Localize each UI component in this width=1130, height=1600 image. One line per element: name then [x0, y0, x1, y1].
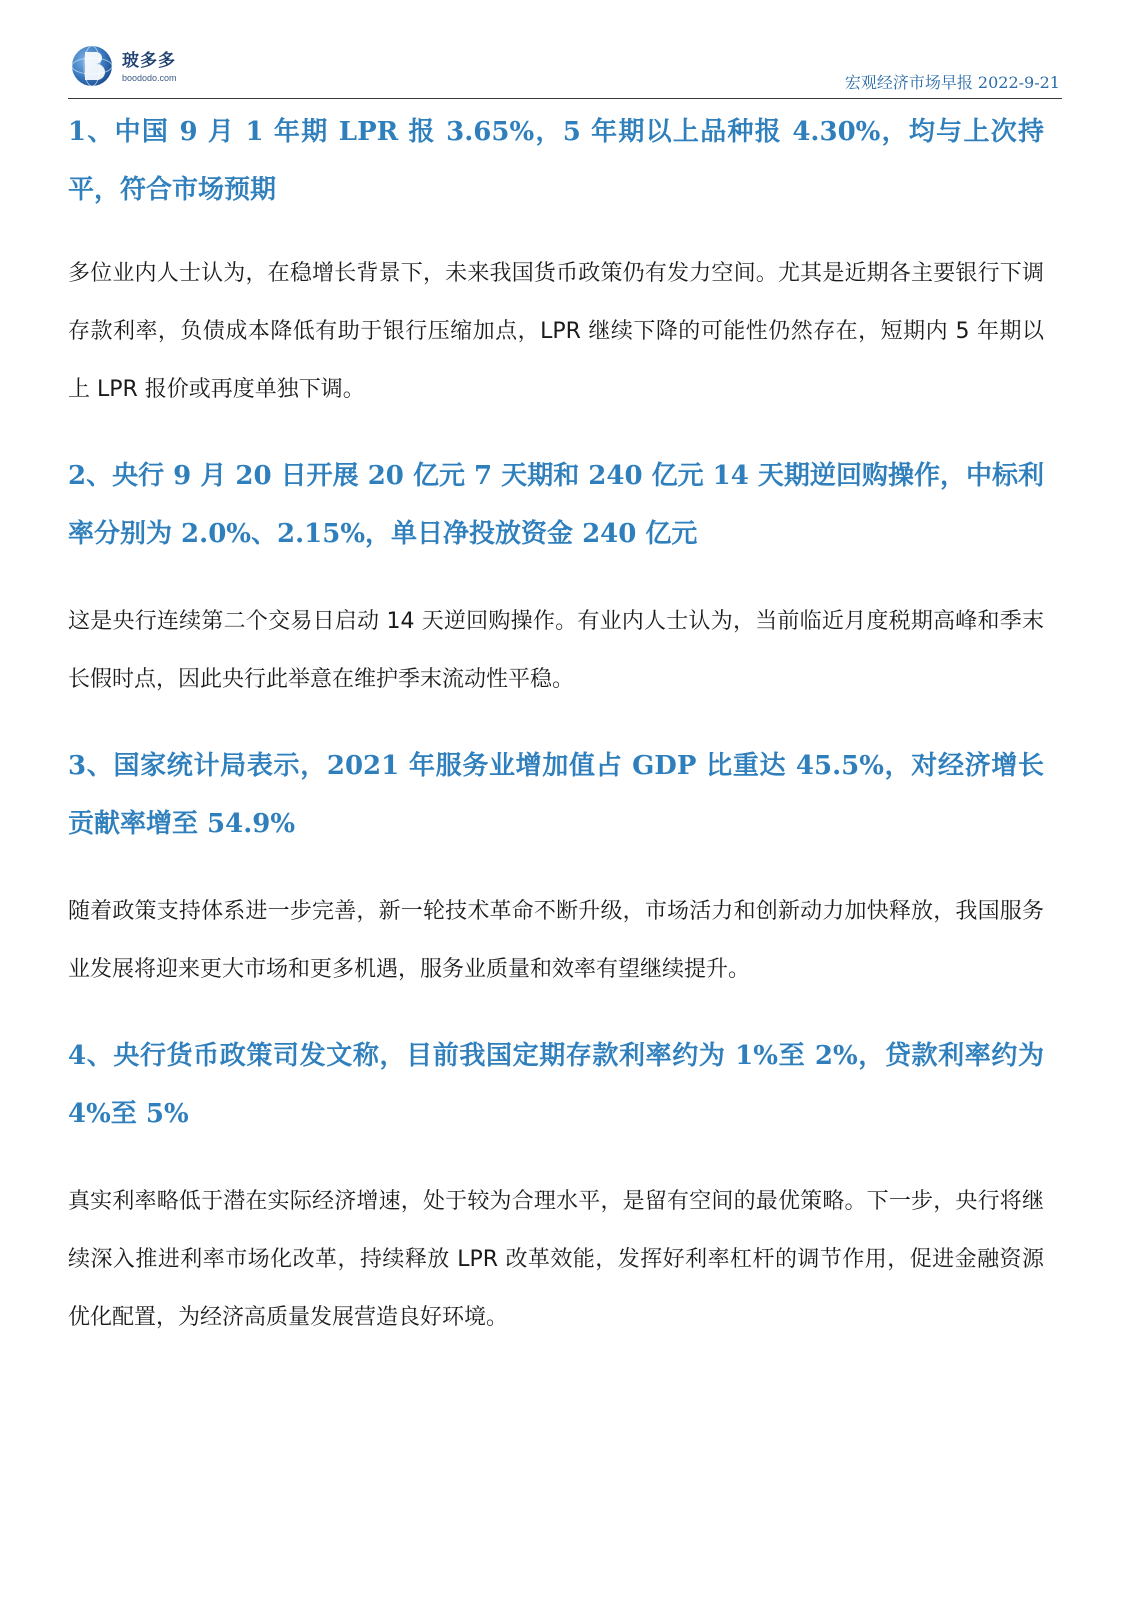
news-headline: 2、央行 9 月 20 日开展 20 亿元 7 天期和 240 亿元 14 天期逆回购操作，中标利率分别为 2.0%、2.15%，单日净投放资金 240 亿元	[68, 461, 1044, 549]
news-section-3	[68, 737, 1044, 999]
logo-name: 玻多多	[122, 51, 176, 71]
boododo-logo-icon	[70, 44, 114, 88]
news-headline: 3、国家统计局表示，2021 年服务业增加值占 GDP 比重达 45.5%，对经济增长贡献率增至 54.9%	[68, 751, 1044, 839]
news-body: 真实利率略低于潜在实际经济增速，处于较为合理水平，是留有空间的最优策略。下一步，央行将继续深入推进利率市场化改革，持续释放 LPR 改革效能，发挥好利率杠杆的调节作用，促进金融资源优化配置，为经济高质量发展营造良好环境。	[68, 1189, 1044, 1330]
page-header	[68, 38, 1062, 99]
news-body: 随着政策支持体系进一步完善，新一轮技术革命不断升级，市场活力和创新动力加快释放，我国服务业发展将迎来更大市场和更多机遇，服务业质量和效率有望继续提升。	[68, 899, 1044, 982]
news-headline: 4、央行货币政策司发文称，目前我国定期存款利率约为 1%至 2%，贷款利率约为 4%至 5%	[68, 1041, 1044, 1129]
news-body: 多位业内人士认为，在稳增长背景下，未来我国货币政策仍有发力空间。尤其是近期各主要银行下调存款利率，负债成本降低有助于银行压缩加点，LPR 继续下降的可能性仍然存在，短期内 5 年期以上 LPR 报价或再度单独下调。	[68, 261, 1044, 402]
logo[interactable]	[70, 42, 210, 92]
news-body: 这是央行连续第二个交易日启动 14 天逆回购操作。有业内人士认为，当前临近月度税期高峰和季末长假时点，因此央行此举意在维护季末流动性平稳。	[68, 609, 1044, 692]
news-content	[68, 103, 1044, 1347]
logo-url: boododo.com	[122, 73, 177, 83]
news-section-4	[68, 1027, 1044, 1347]
news-section-2	[68, 447, 1044, 709]
news-headline: 1、中国 9 月 1 年期 LPR 报 3.65%，5 年期以上品种报 4.30%，均与上次持平，符合市场预期	[68, 117, 1044, 205]
report-title: 宏观经济市场早报 2022-9-21	[844, 73, 1060, 92]
news-section-1	[68, 103, 1044, 419]
